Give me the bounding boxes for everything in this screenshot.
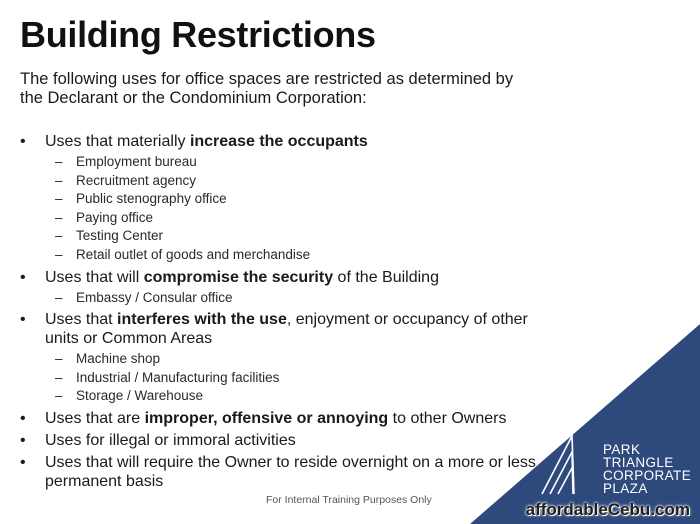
- sub-item: – Employment bureau: [45, 153, 540, 172]
- list-item: • Uses for illegal or immoral activities: [20, 431, 296, 449]
- bullet-icon: •: [20, 133, 26, 150]
- sub-list: [45, 153, 540, 265]
- list-item: • Uses that are improper, offensive or annoying to other Owners: [20, 409, 507, 427]
- list-item: • Uses that will require the Owner to reside overnight on a more or less permanent basis: [20, 453, 536, 490]
- dash-icon: –: [55, 191, 63, 207]
- list-item: • Uses that interferes with the use, enjoyment or occupancy of other units or Common Areas – Machine shop – Industrial / Manufacturing facilities – Storage / Warehouse: [20, 310, 540, 406]
- bullet-icon: •: [20, 453, 26, 471]
- dash-icon: –: [55, 388, 63, 404]
- sub-item: – Storage / Warehouse: [45, 387, 540, 406]
- dash-icon: –: [55, 369, 63, 385]
- logo-line: PLAZA: [603, 481, 648, 496]
- restrictions-list: [20, 132, 540, 491]
- sub-list: [45, 289, 540, 308]
- bullet-icon: •: [20, 268, 26, 286]
- sub-list: [45, 350, 540, 406]
- dash-icon: –: [55, 209, 63, 225]
- sub-item: – Paying office: [45, 209, 540, 228]
- sub-item: – Embassy / Consular office: [45, 289, 540, 308]
- sub-item: – Retail outlet of goods and merchandise: [45, 246, 540, 265]
- logo-line: CORPORATE: [603, 468, 692, 483]
- dash-icon: –: [55, 289, 63, 305]
- dash-icon: –: [55, 154, 63, 169]
- logo-line: TRIANGLE: [603, 455, 674, 470]
- dash-icon: –: [55, 172, 63, 188]
- sub-item: – Recruitment agency: [45, 172, 540, 191]
- list-item: • Uses that materially increase the occupants – Employment bureau – Recruitment agency – Public stenography office – Paying office – Testing Center – Retail outlet of goods and merchandise: [20, 132, 540, 265]
- footer-note: For Internal Training Purposes Only: [266, 494, 432, 506]
- dash-icon: –: [55, 246, 63, 262]
- bullet-icon: •: [20, 311, 26, 329]
- list-item: • Uses that will compromise the security of the Building – Embassy / Consular office: [20, 268, 540, 308]
- intro-text: The following uses for office spaces are restricted as determined by the Declarant or the Condominium Corporation:: [20, 70, 514, 107]
- dash-icon: –: [55, 351, 63, 367]
- slide-title: Building Restrictions: [20, 14, 376, 55]
- bullet-icon: •: [20, 431, 26, 449]
- site-watermark: affordableCebu.com: [525, 500, 690, 519]
- sub-item: – Machine shop: [45, 350, 540, 369]
- logo-line: PARK: [603, 442, 641, 457]
- sub-item: – Public stenography office: [45, 190, 540, 209]
- bullet-icon: •: [20, 409, 26, 427]
- sub-item: – Testing Center: [45, 227, 540, 246]
- sub-item: – Industrial / Manufacturing facilities: [45, 369, 540, 388]
- dash-icon: –: [55, 228, 63, 244]
- park-triangle-logo: [603, 443, 691, 495]
